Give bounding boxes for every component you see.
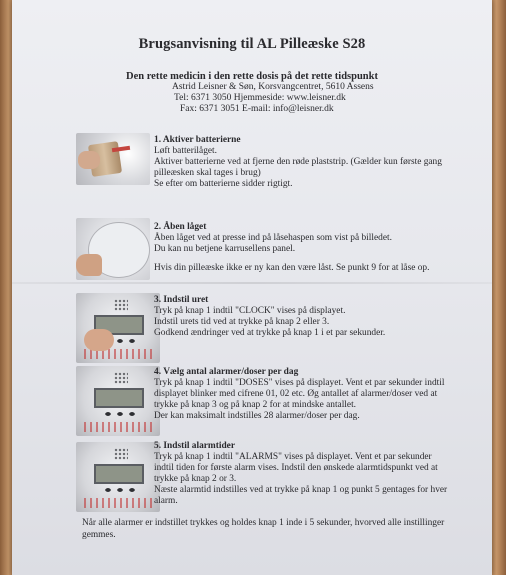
section-open-lid bbox=[154, 222, 482, 274]
footer-line: Når alle alarmer er indstillet trykkes og holdes knap 1 inde i 5 sekunder, hvorved alle instillinger bbox=[82, 518, 445, 528]
device-buttons bbox=[102, 486, 138, 494]
section-line: Indstil urets tid ved at trykke på knap 2 eller 3. bbox=[154, 317, 330, 327]
section-note: Hvis din pilleæske ikke er ny kan den være låst. Se punkt 9 for at låse op. bbox=[154, 263, 430, 273]
doses-display-photo bbox=[76, 366, 160, 436]
section-line: alarm. bbox=[154, 496, 178, 506]
hand-image bbox=[78, 151, 100, 169]
section-heading: 2. Åben låget bbox=[154, 222, 207, 232]
section-line: Åben låget ved at presse ind på låsehaspen som vist på billedet. bbox=[154, 233, 392, 243]
footer-note bbox=[82, 518, 477, 541]
section-line: Løft batterilåget. bbox=[154, 146, 217, 156]
lid-photo bbox=[76, 218, 150, 280]
section-line: trykke på knap 2 or 3. bbox=[154, 474, 237, 484]
section-line: Tryk på knap 1 indtil "CLOCK" vises på displayet. bbox=[154, 306, 346, 316]
device-buttons bbox=[102, 410, 138, 418]
address-line: Astrid Leisner & Søn, Korsvangcentret, 5610 Assens bbox=[172, 82, 374, 92]
speaker-grill bbox=[114, 299, 128, 311]
section-set-alarms bbox=[154, 441, 482, 507]
section-line: pilleæsken skal tages i brug) bbox=[154, 168, 261, 178]
section-heading: 3. Indstil uret bbox=[154, 295, 209, 305]
speaker-grill bbox=[114, 448, 128, 460]
instruction-sheet bbox=[12, 0, 492, 575]
fax-email-line: Fax: 6371 3051 E-mail: info@leisner.dk bbox=[180, 104, 334, 114]
carousel-ring bbox=[84, 422, 152, 432]
section-activate-batteries bbox=[154, 135, 482, 190]
section-line: Tryk på knap 1 indtil "ALARMS" vises på displayet. Vent et par sekunder bbox=[154, 452, 432, 462]
document-subtitle: Den rette medicin i den rette dosis på det rette tidspunkt bbox=[126, 71, 378, 82]
footer-line: gemmes. bbox=[82, 529, 116, 540]
phone-website-line: Tel: 6371 3050 Hjemmeside: www.leisner.dk bbox=[174, 93, 346, 103]
lcd-display bbox=[94, 464, 144, 484]
document-title: Brugsanvisning til AL Pilleæske S28 bbox=[138, 36, 366, 52]
alarms-display-photo bbox=[76, 442, 160, 512]
speaker-grill bbox=[114, 372, 128, 384]
section-heading: 4. Vælg antal alarmer/doser per dag bbox=[154, 367, 299, 377]
section-line: Aktiver batterierne ved at fjerne den røde plaststrip. (Gælder kun første gang bbox=[154, 157, 442, 167]
lcd-display bbox=[94, 388, 144, 408]
section-heading: 5. Indstil alarmtider bbox=[154, 441, 235, 451]
hand-image bbox=[76, 254, 102, 276]
paper-fold-line bbox=[12, 282, 492, 284]
wood-background-right bbox=[490, 0, 506, 575]
carousel-ring bbox=[84, 498, 152, 508]
section-set-clock bbox=[154, 295, 482, 339]
section-line: Du kan nu betjene karrusellens panel. bbox=[154, 244, 296, 254]
clock-display-photo bbox=[76, 293, 160, 363]
section-line: Der kan maksimalt indstilles 28 alarmer/doser per dag. bbox=[154, 411, 360, 421]
section-line: Se efter om batterierne sidder rigtigt. bbox=[154, 179, 293, 189]
section-heading: 1. Aktiver batterierne bbox=[154, 135, 241, 145]
section-line: Tryk på knap 1 indtil "DOSES" vises på displayet. Vent et par sekunder indtil bbox=[154, 378, 445, 388]
section-line: trykke på knap 3 og på knap 2 for at mindske antallet. bbox=[154, 400, 357, 410]
battery-photo bbox=[76, 133, 150, 185]
section-line: Godkend ændringer ved at trykke på knap 1 i et par sekunder. bbox=[154, 328, 386, 338]
section-choose-doses bbox=[154, 367, 482, 422]
finger-image bbox=[84, 329, 114, 351]
section-line: Næste alarmtid indstilles ved at trykke på knap 1 og punkt 5 gentages for hver bbox=[154, 485, 448, 495]
section-line: indtil tiden for første alarm vises. Indstil den ønskede alarmtidspunkt ved at bbox=[154, 463, 438, 473]
section-line: displayet blinker med cifrene 01, 02 etc. Øg antallet af alarmer/doser ved at bbox=[154, 389, 438, 399]
